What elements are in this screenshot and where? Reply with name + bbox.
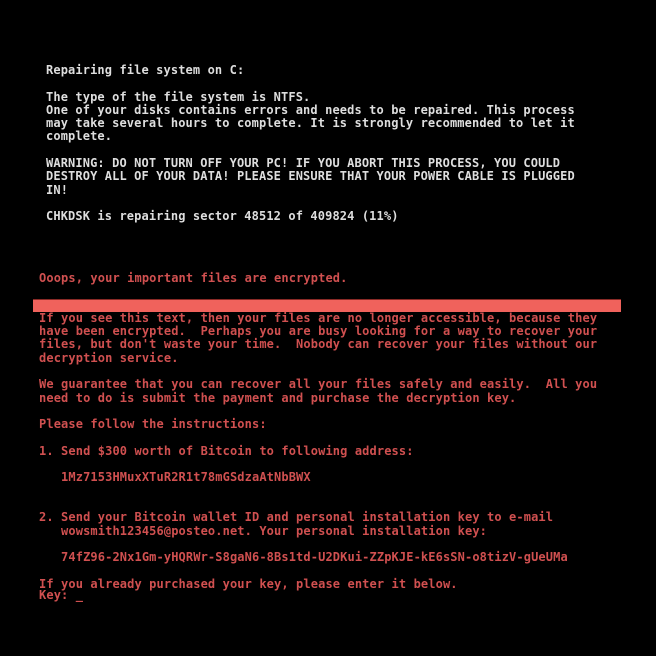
guarantee-line-1: We guarantee that you can recover all your files safely and easily. All you: [39, 377, 598, 392]
blank-line: [39, 565, 597, 578]
blank-line: [46, 144, 575, 157]
blank-line: [39, 498, 597, 511]
purchased-key-line: If you already purchased your key, please enter it below.: [39, 576, 458, 591]
step-1-line: 1. Send $300 worth of Bitcoin to following address:: [39, 443, 414, 458]
guarantee-line-2: need to do is submit the payment and purchase the decryption key.: [39, 390, 517, 405]
installation-key: 74fZ96-2Nx1Gm-yHQRWr-S8gaN6-8Bs1td-U2DKui-ZZpKJE-kE6sSN-o8tizV-gUeUMa: [39, 550, 568, 565]
blank-line: [39, 432, 597, 445]
body-line-2: have been encrypted. Perhaps you are busy looking for a way to recover your: [39, 324, 598, 339]
ransom-headline: Ooops, your important files are encrypted.: [39, 271, 348, 285]
chkdsk-progress-line: CHKDSK is repairing sector 48512 of 409824 (11%): [46, 209, 399, 224]
blank-line: [39, 458, 597, 471]
blank-line: [39, 365, 597, 378]
blank-line: [39, 485, 597, 498]
step-2-line-1: 2. Send your Bitcoin wallet ID and personal installation key to e-mail: [39, 510, 554, 525]
step-2-line-2: wowsmith123456@posteo.net. Your personal installation key:: [39, 523, 488, 538]
bitcoin-address: 1Mz7153HMuxXTuR2R1t78mGSdzaAtNbBWX: [39, 470, 311, 485]
fs-type-line: The type of the file system is NTFS.: [46, 89, 311, 104]
ransom-note: [39, 272, 597, 591]
warning-line-2: DESTROY ALL OF YOUR DATA! PLEASE ENSURE THAT YOUR POWER CABLE IS PLUGGED: [46, 169, 575, 184]
blank-line: [39, 405, 597, 418]
warning-line-1: WARNING: DO NOT TURN OFF YOUR PC! IF YOU ABORT THIS PROCESS, YOU COULD: [46, 156, 561, 171]
instructions-header: Please follow the instructions:: [39, 417, 267, 432]
disk-error-line-2: may take several hours to complete. It is strongly recommended to let it: [46, 116, 575, 131]
blank-line: [39, 538, 597, 551]
chkdsk-output: [46, 64, 575, 224]
body-line-3: files, but don't waste your time. Nobody can recover your files without our: [39, 337, 598, 352]
divider-row: [39, 299, 597, 312]
disk-error-line-3: complete.: [46, 129, 113, 144]
blank-line: [39, 285, 597, 298]
chkdsk-repair-header: Repairing file system on C:: [46, 63, 245, 77]
key-input-row[interactable]: [39, 589, 83, 602]
blank-line: [46, 197, 575, 210]
blank-line: [46, 77, 575, 90]
key-prompt-label: Key:: [39, 588, 76, 602]
warning-line-3: IN!: [46, 182, 69, 197]
text-cursor: _: [75, 588, 84, 602]
disk-error-line-1: One of your disks contains errors and needs to be repaired. This process: [46, 102, 575, 117]
body-line-1: If you see this text, then your files are no longer accessible, because they: [39, 310, 598, 325]
body-line-4: decryption service.: [39, 350, 179, 365]
